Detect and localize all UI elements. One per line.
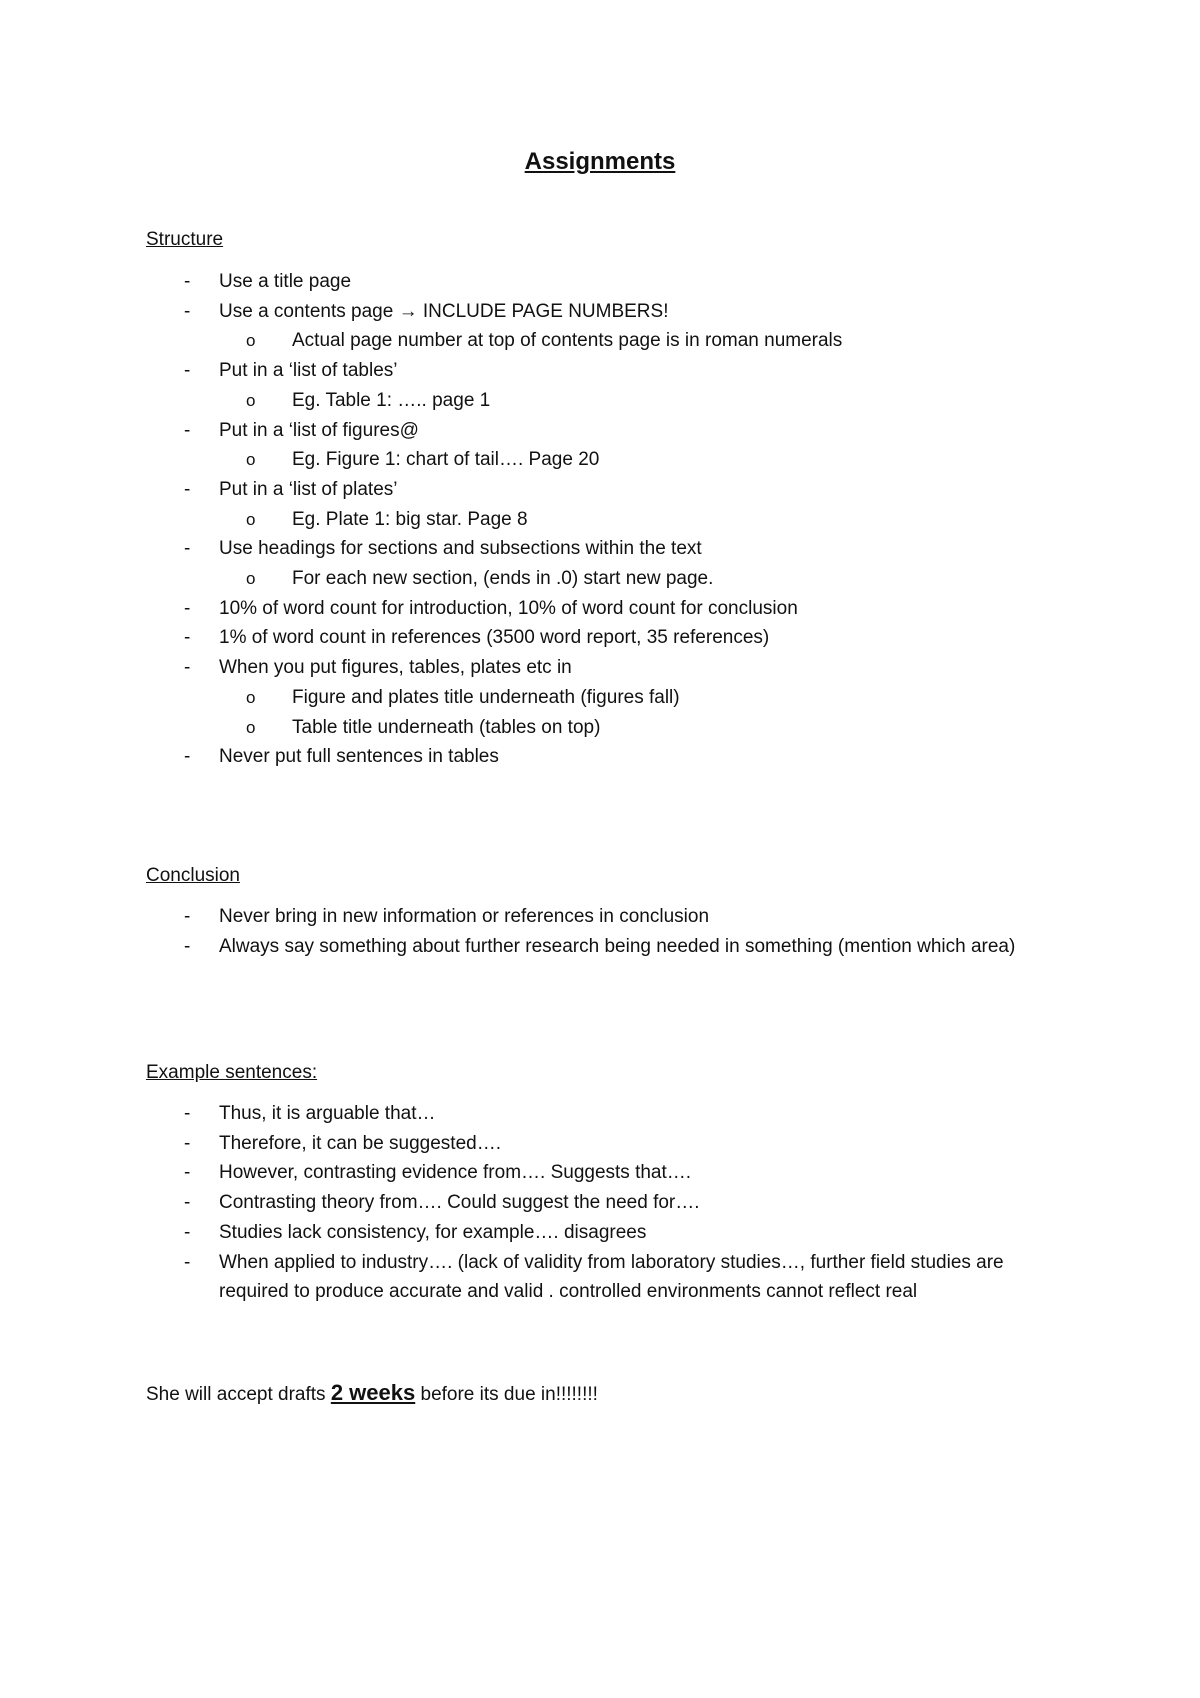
- list-item: - Use a title page: [146, 267, 1046, 297]
- page-title: Assignments: [524, 148, 676, 175]
- list-item: - Thus, it is arguable that…: [146, 1099, 1046, 1129]
- drafts-note-emphasis: 2 weeks: [330, 1380, 416, 1405]
- circle-marker: o: [246, 509, 256, 529]
- list-item: - 10% of word count for introduction, 10% of word count for conclusion: [146, 594, 1046, 624]
- list-item: - Put in a ‘list of figures@: [146, 416, 1046, 446]
- sub-list-item: o Eg. Plate 1: big star. Page 8: [146, 505, 1046, 535]
- list-item: - Never bring in new information or references in conclusion: [146, 902, 1046, 932]
- circle-marker: o: [246, 717, 256, 737]
- dash-marker: -: [184, 906, 191, 927]
- structure-heading: Structure: [146, 229, 224, 250]
- dash-marker: -: [184, 1251, 191, 1273]
- sub-list-item: o Actual page number at top of contents page is in roman numerals: [146, 326, 1046, 356]
- dash-marker: -: [184, 935, 191, 957]
- sub-list-item: o Eg. Figure 1: chart of tail…. Page 20: [146, 445, 1046, 475]
- dash-marker: -: [184, 627, 191, 649]
- dash-marker: -: [184, 597, 191, 619]
- structure-list: [146, 267, 1046, 772]
- circle-marker: o: [246, 450, 256, 470]
- dash-marker: -: [184, 419, 191, 441]
- conclusion-list: [146, 902, 1046, 961]
- drafts-note-before: She will accept drafts: [146, 1384, 331, 1405]
- drafts-note: [146, 1378, 598, 1410]
- list-item: - When applied to industry…. (lack of validity from laboratory studies…, further field studies are required to produce accurate and valid . controlled environments cannot reflect real: [146, 1248, 1046, 1307]
- sub-list-item: o For each new section, (ends in .0) start new page.: [146, 564, 1046, 594]
- conclusion-heading: Conclusion: [146, 865, 240, 886]
- examples-section: [146, 1059, 1046, 1307]
- dash-marker: -: [184, 746, 191, 768]
- examples-heading: Example sentences:: [146, 1062, 318, 1083]
- list-item: - Therefore, it can be suggested….: [146, 1129, 1046, 1159]
- drafts-note-after: before its due in!!!!!!!!: [415, 1384, 598, 1405]
- sub-list-item: o Eg. Table 1: ….. page 1: [146, 386, 1046, 416]
- sub-list-item: o Figure and plates title underneath (figures fall): [146, 683, 1046, 713]
- list-item: - Put in a ‘list of tables’: [146, 356, 1046, 386]
- list-item: - Studies lack consistency, for example…. disagrees: [146, 1218, 1046, 1248]
- dash-marker: -: [184, 478, 191, 500]
- list-item: - Always say something about further research being needed in something (mention which area): [146, 932, 1046, 962]
- circle-marker: o: [246, 569, 256, 589]
- dash-marker: -: [184, 1221, 191, 1243]
- dash-marker: -: [184, 1132, 191, 1154]
- list-item: - Put in a ‘list of plates’: [146, 475, 1046, 505]
- list-item: - Use headings for sections and subsections within the text: [146, 534, 1046, 564]
- circle-marker: o: [246, 390, 256, 410]
- list-item: - 1% of word count in references (3500 word report, 35 references): [146, 623, 1046, 653]
- list-item: - Contrasting theory from…. Could suggest the need for….: [146, 1188, 1046, 1218]
- list-item: - When you put figures, tables, plates etc in: [146, 653, 1046, 683]
- list-item: - Use a contents page → INCLUDE PAGE NUMBERS!: [146, 297, 1046, 327]
- dash-marker: -: [184, 1162, 191, 1184]
- list-item: - Never put full sentences in tables: [146, 742, 1046, 772]
- sub-list-item: o Table title underneath (tables on top): [146, 713, 1046, 743]
- dash-marker: -: [184, 360, 191, 382]
- dash-marker: -: [184, 657, 191, 679]
- structure-section: [146, 226, 1046, 772]
- dash-marker: -: [184, 1103, 191, 1124]
- circle-marker: o: [246, 687, 256, 707]
- dash-marker: -: [184, 271, 191, 292]
- circle-marker: o: [246, 331, 256, 351]
- dash-marker: -: [184, 300, 191, 322]
- list-item: - However, contrasting evidence from…. Suggests that….: [146, 1158, 1046, 1188]
- conclusion-section: [146, 862, 1046, 961]
- examples-list: [146, 1099, 1046, 1307]
- dash-marker: -: [184, 1192, 191, 1214]
- dash-marker: -: [184, 538, 191, 560]
